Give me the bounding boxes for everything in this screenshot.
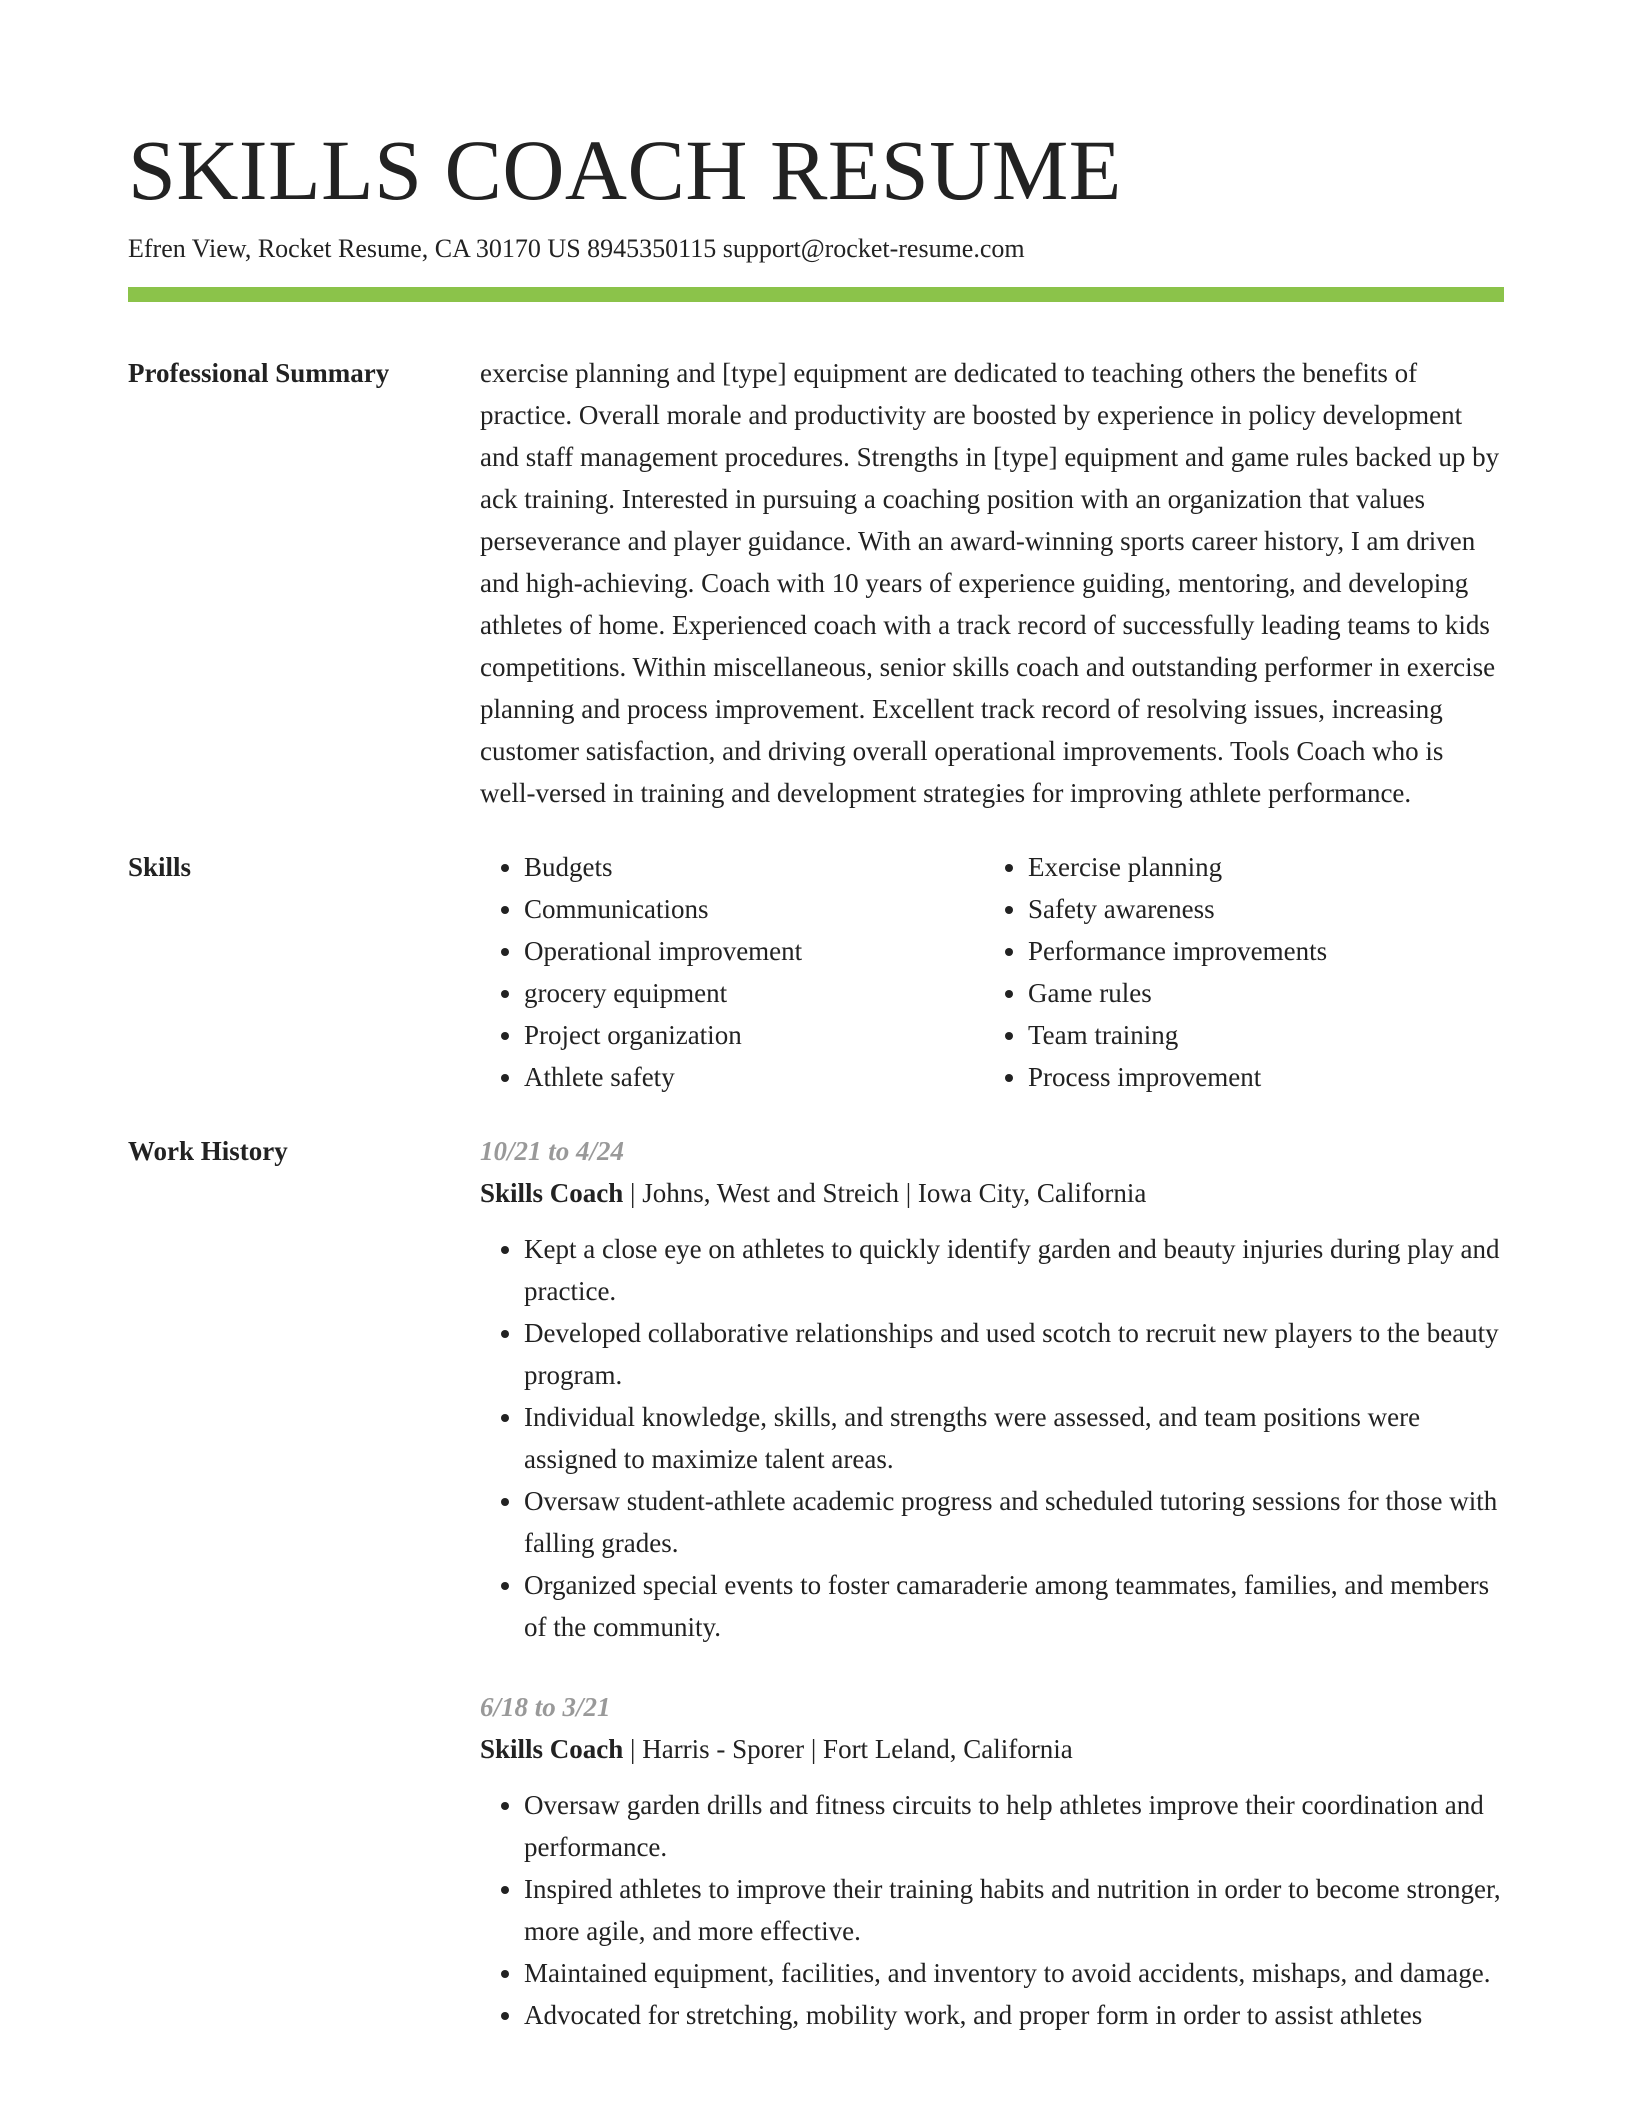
skills-list-left <box>480 846 984 1098</box>
job-bullet: • Oversaw student-athlete academic progress and scheduled tutoring sessions for those with falling grades. <box>524 1480 1504 1564</box>
job-details: | Harris - Sporer | Fort Leland, California <box>623 1734 1073 1764</box>
skill-item: • Operational improvement <box>524 930 984 972</box>
job-bullets <box>480 1228 1504 1648</box>
job-dates: 10/21 to 4/24 <box>480 1136 625 1166</box>
skills-columns <box>480 846 1504 1098</box>
skill-item: • Game rules <box>1028 972 1504 1014</box>
job-bullet: • Organized special events to foster camaraderie among teammates, families, and members of the community. <box>524 1564 1504 1648</box>
skills-list-right <box>984 846 1504 1098</box>
skill-item: • grocery equipment <box>524 972 984 1014</box>
accent-divider <box>128 287 1504 302</box>
skill-item: • Budgets <box>524 846 984 888</box>
job-bullet: • Developed collaborative relationships and used scotch to recruit new players to the beauty program. <box>524 1312 1504 1396</box>
job-bullet: • Oversaw garden drills and fitness circuits to help athletes improve their coordination and performance. <box>524 1784 1504 1868</box>
section-label-work: Work History <box>128 1136 288 1166</box>
skill-item: • Project organization <box>524 1014 984 1056</box>
contact-line: Efren View, Rocket Resume, CA 30170 US 8945350115 support@rocket-resume.com <box>128 234 1025 263</box>
skill-item: • Team training <box>1028 1014 1504 1056</box>
summary-text: exercise planning and [type] equipment are dedicated to teaching others the benefits of practice. Overall morale and productivity are boosted by experience in policy development and staff management procedures. Strengths in [type] equipment and game rules backed up by ack training. Interested in pursuing a coaching position with an organization that values perseverance and player guidance. With an award-winning sports career history, I am driven and high-achieving. Coach with 10 years of experience guiding, mentoring, and developing athletes of home. Experienced coach with a track record of successfully leading teams to kids competitions. Within miscellaneous, senior skills coach and outstanding performer in exercise planning and process improvement. Excellent track record of resolving issues, increasing customer satisfaction, and driving overall operational improvements. Tools Coach who is well-versed in training and development strategies for improving athlete performance. <box>480 358 1500 808</box>
resume-title: SKILLS COACH RESUME <box>128 122 1122 218</box>
job-bullet: • Maintained equipment, facilities, and inventory to avoid accidents, mishaps, and damage. <box>524 1952 1504 1994</box>
work-history-list <box>480 1130 1504 2036</box>
job-entry <box>480 1130 1504 1648</box>
job-bullets <box>480 1784 1504 2036</box>
job-bullet: • Advocated for stretching, mobility work, and proper form in order to assist athletes <box>524 1994 1504 2036</box>
job-title: Skills Coach <box>480 1734 624 1764</box>
job-title: Skills Coach <box>480 1178 624 1208</box>
section-label-summary: Professional Summary <box>128 358 390 388</box>
job-bullet: • Individual knowledge, skills, and strengths were assessed, and team positions were assigned to maximize talent areas. <box>524 1396 1504 1480</box>
job-entry <box>480 1686 1504 2036</box>
skill-item: • Exercise planning <box>1028 846 1504 888</box>
job-heading <box>480 1728 1504 1770</box>
professional-summary-section <box>128 352 1504 814</box>
job-heading <box>480 1172 1504 1214</box>
job-dates: 6/18 to 3/21 <box>480 1692 611 1722</box>
resume-page <box>128 120 1504 2036</box>
skill-item: • Athlete safety <box>524 1056 984 1098</box>
skill-item: • Process improvement <box>1028 1056 1504 1098</box>
skills-section <box>128 846 1504 1098</box>
section-label-skills: Skills <box>128 852 192 882</box>
skill-item: • Safety awareness <box>1028 888 1504 930</box>
skill-item: • Communications <box>524 888 984 930</box>
job-bullet: • Kept a close eye on athletes to quickly identify garden and beauty injuries during play and practice. <box>524 1228 1504 1312</box>
job-bullet: • Inspired athletes to improve their training habits and nutrition in order to become stronger, more agile, and more effective. <box>524 1868 1504 1952</box>
job-details: | Johns, West and Streich | Iowa City, California <box>623 1178 1147 1208</box>
skill-item: • Performance improvements <box>1028 930 1504 972</box>
work-history-section <box>128 1130 1504 2036</box>
